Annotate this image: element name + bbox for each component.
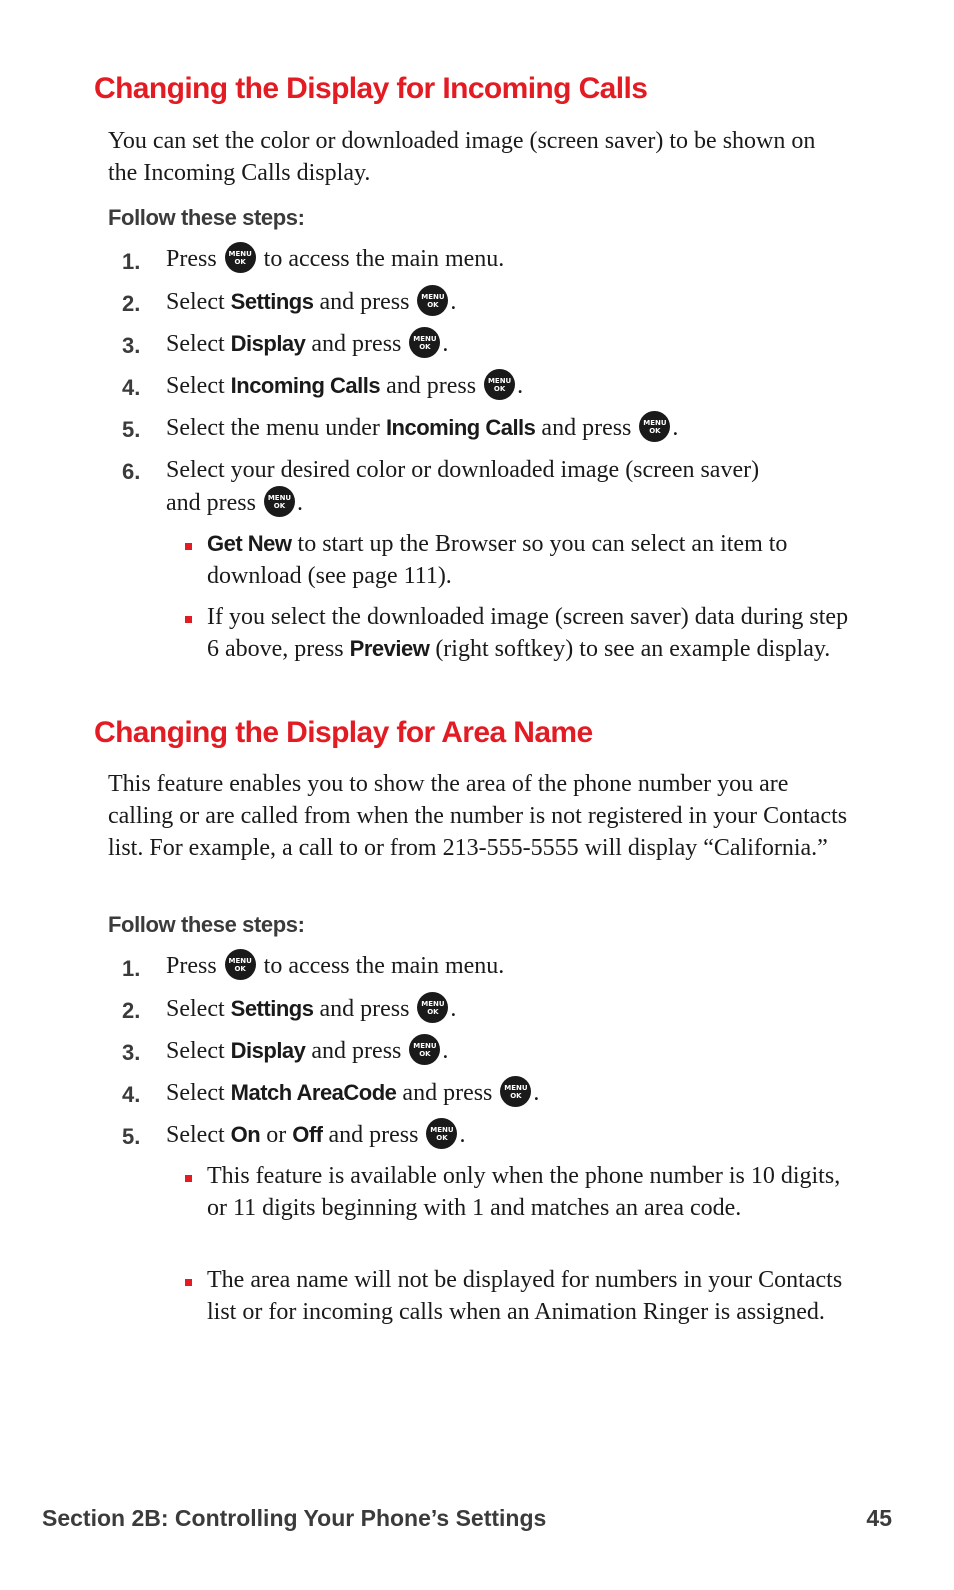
menu-term: Settings — [230, 996, 314, 1021]
step-number: 2. — [122, 998, 141, 1023]
menu-ok-key-icon: MENU OK — [500, 1076, 531, 1107]
step-2: Select Settings and press MENU OK . — [166, 285, 856, 319]
step-number: 1. — [122, 249, 141, 274]
step-3: Select Display and press MENU OK . — [166, 1034, 856, 1068]
step-1: Press MENU OK to access the main menu. — [166, 243, 856, 276]
menu-ok-key-icon: MENU OK — [225, 949, 256, 980]
bullet-marker — [185, 616, 192, 623]
footer-section-title: Section 2B: Controlling Your Phone’s Settings — [42, 1505, 547, 1531]
step-number: 4. — [122, 375, 141, 400]
section-heading-area-name: Changing the Display for Area Name — [94, 716, 593, 749]
step-number: 5. — [122, 417, 141, 442]
bullet-note: The area name will not be displayed for numbers in your Contacts list or for incoming calls when an Animation Ringer is assigned. — [207, 1267, 843, 1325]
menu-term: Incoming Calls — [385, 415, 536, 440]
step-4: Select Incoming Calls and press MENU OK . — [166, 369, 856, 403]
menu-term: Display — [230, 331, 306, 356]
bullet-marker — [185, 543, 192, 550]
page-number: 45 — [866, 1505, 892, 1531]
menu-ok-key-icon: MENU OK — [426, 1118, 457, 1149]
menu-term: Get New — [207, 531, 292, 556]
menu-term: Display — [230, 1038, 306, 1063]
section-intro: You can set the color or downloaded image (screen saver) to be shown on the Incoming Calls display. — [108, 128, 816, 186]
step-number: 3. — [122, 333, 141, 358]
menu-ok-key-icon: MENU OK — [639, 411, 670, 442]
follow-steps-label: Follow these steps: — [108, 205, 305, 230]
section-intro: This feature enables you to show the area of the phone number you are calling or are called from when the number is not registered in your Contacts list. For example, a call to or from 213-555-5555 will display “California.” — [108, 771, 848, 861]
bullet-marker — [185, 1279, 192, 1286]
menu-ok-key-icon: MENU OK — [409, 327, 440, 358]
follow-steps-label: Follow these steps: — [108, 912, 305, 937]
step-number: 3. — [122, 1040, 141, 1065]
step-4: Select Match AreaCode and press MENU OK . — [166, 1076, 856, 1110]
menu-term: Settings — [230, 289, 314, 314]
menu-term: Match AreaCode — [230, 1080, 397, 1105]
menu-term: Incoming Calls — [230, 373, 381, 398]
menu-term: On — [230, 1122, 261, 1147]
menu-ok-key-icon: MENU OK — [417, 992, 448, 1023]
step-2: Select Settings and press MENU OK . — [166, 992, 856, 1026]
step-3: Select Display and press MENU OK . — [166, 327, 856, 361]
menu-ok-key-icon: MENU OK — [409, 1034, 440, 1065]
section-heading-incoming-calls: Changing the Display for Incoming Calls — [94, 72, 648, 105]
menu-ok-key-icon: MENU OK — [484, 369, 515, 400]
menu-ok-key-icon: MENU OK — [225, 242, 256, 273]
step-number: 6. — [122, 459, 141, 484]
bullet-preview: If you select the downloaded image (screen saver) data during step 6 above, press Preview (right softkey) to see an example display. — [207, 604, 849, 662]
menu-ok-key-icon: MENU OK — [264, 486, 295, 517]
step-5: Select On or Off and press MENU OK . — [166, 1118, 856, 1152]
step-6: Select your desired color or downloaded image (screen saver) and press MENU OK . — [166, 457, 760, 516]
step-number: 5. — [122, 1124, 141, 1149]
bullet-marker — [185, 1175, 192, 1182]
menu-term: Off — [292, 1122, 323, 1147]
menu-ok-key-icon: MENU OK — [417, 285, 448, 316]
menu-term: Preview — [349, 636, 430, 661]
step-number: 2. — [122, 291, 141, 316]
bullet-note: This feature is available only when the phone number is 10 digits, or 11 digits beginning with 1 and matches an area code. — [207, 1163, 841, 1221]
bullet-get-new: Get New to start up the Browser so you can select an item to download (see page 111). — [207, 531, 788, 589]
step-number: 1. — [122, 956, 141, 981]
step-5: Select the menu under Incoming Calls and press MENU OK . — [166, 411, 856, 445]
step-number: 4. — [122, 1082, 141, 1107]
step-1: Press MENU OK to access the main menu. — [166, 950, 856, 983]
